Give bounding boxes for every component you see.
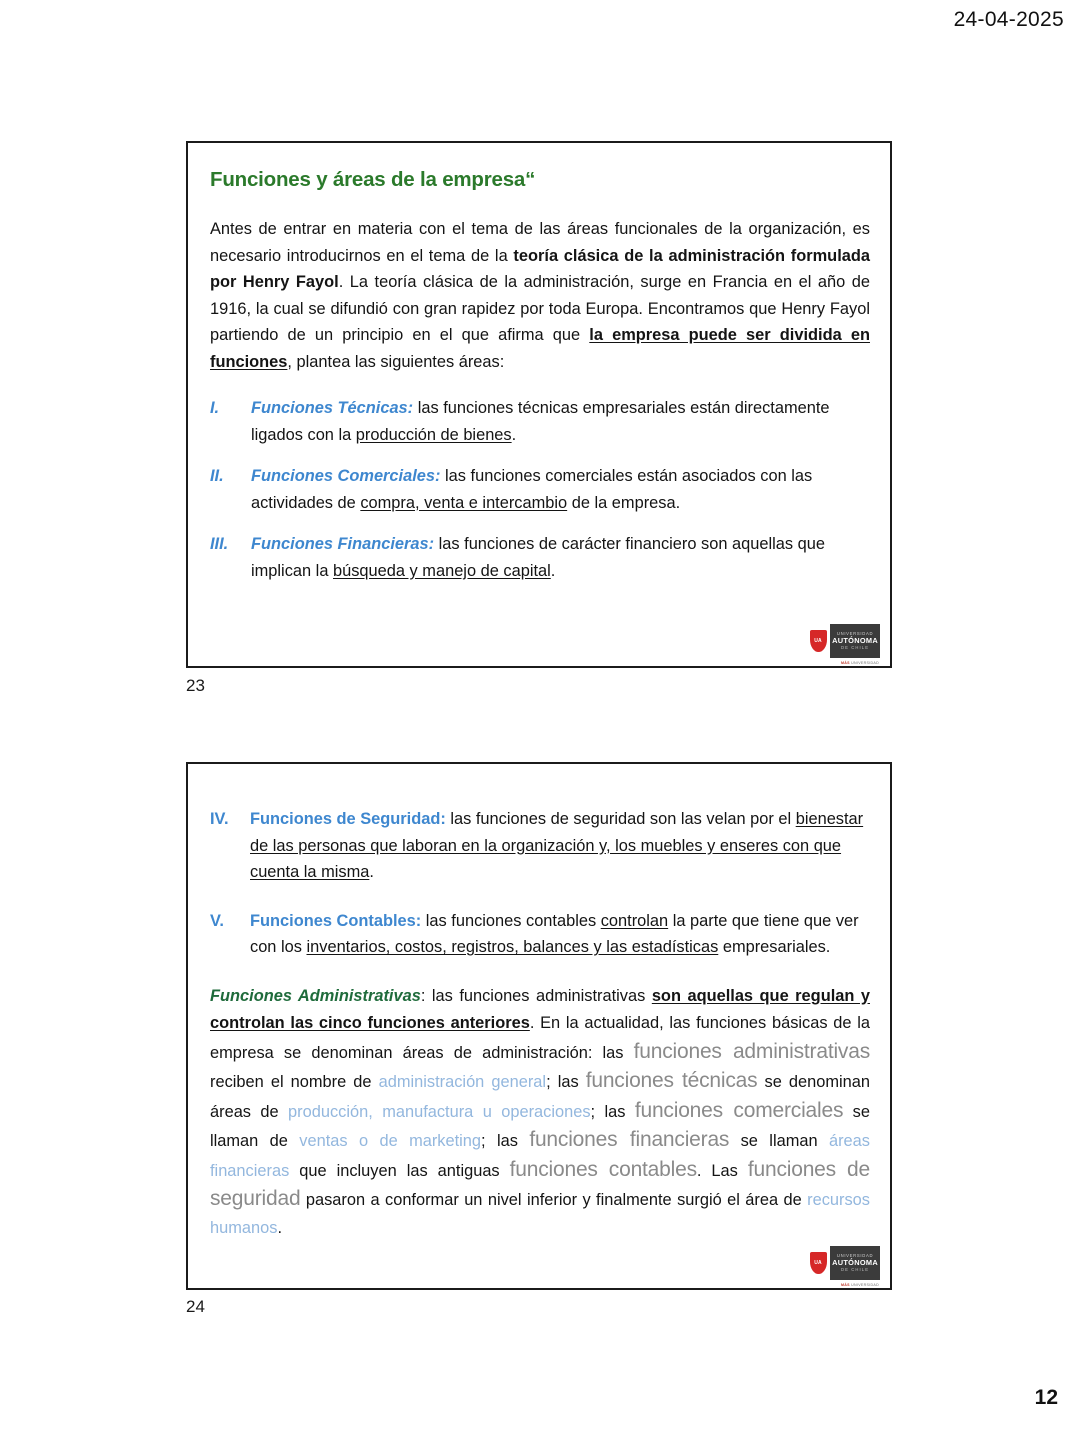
intro-underline-1: la empresa puede ser dividida en funciones [210,326,870,371]
list-item [210,806,870,886]
admin-area-4: áreas financieras [210,1132,870,1180]
admin-text-11: . Las [696,1161,748,1180]
admin-emphasis-5: funciones contables [509,1157,697,1181]
list-item-text-2: . [511,425,517,444]
slide-number-23: 23 [186,676,205,695]
admin-text-5: se denominan áreas de [210,1073,870,1121]
logo-tagline-rest: UNIVERSIDAD [849,1283,879,1287]
list-item-underline-1: búsqueda y manejo de capital [333,561,551,580]
list-item-text-3: empresariales. [718,938,831,956]
list-item-label: Funciones Técnicas: [251,399,414,417]
admin-emphasis-1: funciones administrativas [633,1039,870,1063]
logo-tagline [841,661,879,665]
slide-number-24: 24 [186,1297,205,1316]
admin-emphasis-4: funciones financieras [529,1128,730,1151]
list-item-numeral: II. [210,467,224,485]
list-item [210,531,870,584]
shield-initials: UA [814,638,822,644]
admin-emphasis-2: funciones técnicas [585,1069,758,1092]
shield-icon [806,624,830,658]
intro-paragraph [210,216,870,375]
admin-text-2: . En la actualidad, las funciones básicas de la empresa se denominan áreas de administración: las [210,1014,870,1062]
university-logo [806,624,880,665]
admin-underline-1: son aquellas que regulan y controlan las cinco funciones anteriores [210,986,870,1032]
list-item-label: Funciones de Seguridad: [250,810,446,828]
list-item-numeral: V. [210,911,224,930]
document-page-number: 12 [1034,1386,1058,1409]
logo-line-3: DE CHILE [840,1267,870,1273]
logo-wordmark [830,624,880,658]
functions-list-part2 [210,806,870,961]
list-item-label: Funciones Financieras: [251,535,435,553]
intro-text-1: Antes de entrar en materia con el tema de las áreas funcionales de la organización, es necesario introducirnos en el tema de la [210,220,870,265]
list-item-underline-1: compra, venta e intercambio [360,493,568,512]
slide-frame-24 [186,762,892,1290]
intro-bold-1: teoría clásica de la administración formulada por Henry Fayol [210,246,870,291]
list-item-label: Funciones Comerciales: [251,467,441,485]
list-item-text-1: las funciones comerciales están asociados con las actividades de [251,467,813,512]
admin-area-5: recursos humanos [210,1191,870,1237]
list-item-text-1: las funciones técnicas empresariales están directamente ligados con la [251,399,830,444]
admin-text-4: ; las [546,1073,586,1091]
admin-text-8: ; las [481,1132,530,1150]
list-item [210,395,870,448]
list-item-text-1: las funciones contables [421,911,601,930]
slide-frame-23 [186,141,892,668]
admin-area-2: producción, manufactura u operaciones [288,1102,591,1121]
shield-initials: UA [814,1260,822,1266]
slide-24-content [210,806,870,1242]
logo-line-1: UNIVERSIDAD [836,630,874,636]
admin-area-3: ventas o de marketing [299,1132,482,1150]
list-item-underline-2: inventarios, costos, registros, balances y las estadísticas [306,938,719,956]
logo-tagline-accent: MÁS [840,1283,850,1287]
admin-text-7: se llaman de [210,1102,870,1150]
list-item [210,463,870,516]
list-item-text-2: . [550,561,556,580]
list-item-text-2: de la empresa. [567,493,681,512]
list-item-label: Funciones Contables: [250,911,422,930]
admin-text-6: ; las [590,1102,635,1121]
list-item-numeral: III. [210,535,229,553]
document-date: 24-04-2025 [953,8,1064,31]
logo-wordmark [830,1246,880,1280]
list-item-text-2: . [369,863,374,881]
list-item-text-1: las funciones de carácter financiero son aquellas que implican la [251,535,825,580]
admin-text-10: que incluyen las antiguas [289,1161,510,1180]
list-item [210,908,870,961]
logo-line-3: DE CHILE [840,645,870,651]
admin-emphasis-3: funciones comerciales [634,1098,844,1122]
admin-text-9: se llaman [729,1132,829,1150]
logo-tagline [841,1283,879,1287]
admin-text-1: : las funciones administrativas [420,986,652,1005]
admin-text-13: . [277,1218,282,1237]
page-title: Funciones y áreas de la empresa“ [210,168,536,191]
intro-text-3: , plantea las siguientes áreas: [287,352,505,371]
admin-text-12: pasaron a conformar un nivel inferior y finalmente surgió el área de [300,1191,808,1209]
intro-text-2: . La teoría clásica de la administración, surge en Francia en el año de 1916, la cual se difundió con gran rapidez por toda Europa. Encontramos que Henry Fayol partiendo de un principio en el que afirma que [210,273,870,344]
list-item-text-1: las funciones de seguridad son las velan por el [445,810,796,828]
logo-line-2: AUTÓNOMA [832,635,878,645]
admin-emphasis-6: funciones de seguridad [210,1157,870,1210]
logo-line-2: AUTÓNOMA [832,1257,878,1267]
list-item-underline-1: controlan [600,911,669,930]
shield-icon [806,1246,830,1280]
list-item-underline-1: bienestar de las personas que laboran en la organización y, los muebles y enseres con que cuenta la misma [250,810,864,881]
logo-line-1: UNIVERSIDAD [836,1252,874,1258]
logo-tagline-rest: UNIVERSIDAD [849,661,879,665]
logo-tagline-accent: MÁS [840,661,850,665]
functions-list-part1 [210,395,870,584]
admin-heading: Funciones Administrativas [210,986,421,1005]
admin-area-1: administración general [378,1073,547,1091]
university-logo [806,1246,880,1287]
administrative-functions-paragraph [210,983,870,1243]
list-item-numeral: I. [210,399,220,417]
list-item-numeral: IV. [210,810,229,828]
slide-23-content [210,161,870,599]
list-item-underline-1: producción de bienes [355,425,512,444]
list-item-text-2: la parte que tiene que ver con los [250,911,859,956]
admin-text-3: reciben el nombre de [210,1073,379,1091]
